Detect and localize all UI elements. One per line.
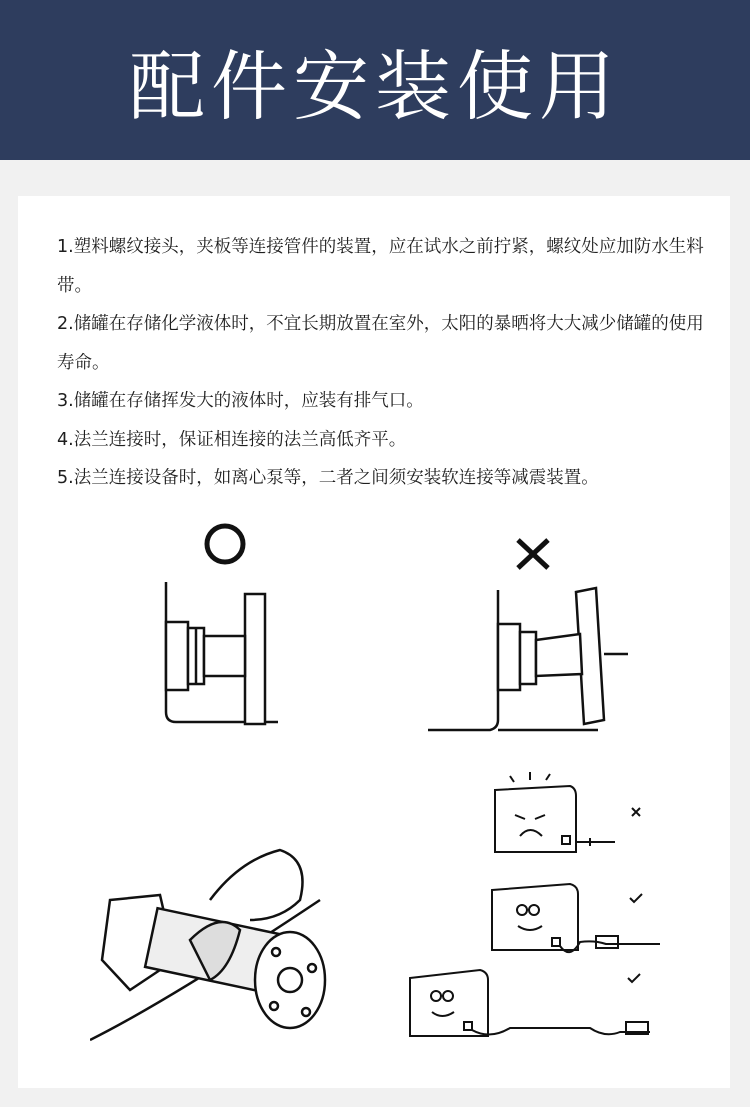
- note-3: 3.储罐在存储挥发大的液体时，应装有排气口。: [57, 391, 424, 411]
- page-title: 配件安装使用: [129, 41, 621, 131]
- cross-icon: [632, 808, 640, 816]
- thread-tape-wrapping-illustration: [90, 840, 330, 1070]
- note-5: 5.法兰连接设备时，如离心泵等，二者之间须安装软连接等减震装置。: [57, 468, 599, 488]
- tank-happy: [410, 970, 650, 1036]
- cross-icon: [518, 540, 548, 568]
- check-icon: [630, 894, 642, 902]
- installation-notes: [57, 228, 717, 498]
- tank-vibration-illustration: [400, 770, 700, 1050]
- tank-happy: [492, 884, 660, 952]
- note-4: 4.法兰连接时，保证相连接的法兰高低齐平。: [57, 429, 407, 450]
- note-1: 1.塑料螺纹接头，夹板等连接管件的装置，应在试水之前拧紧，螺纹处应加防水生料带。: [57, 237, 704, 296]
- flange-aligned-illustration: [148, 512, 278, 738]
- page-header: [0, 0, 750, 160]
- circle-icon: [207, 526, 243, 562]
- flange-misaligned-illustration: [428, 530, 628, 740]
- check-icon: [628, 974, 640, 982]
- tank-sad: [495, 772, 615, 852]
- note-2: 2.储罐在存储化学液体时，不宜长期放置在室外，太阳的暴晒将大大减少储罐的使用寿命。: [57, 314, 704, 373]
